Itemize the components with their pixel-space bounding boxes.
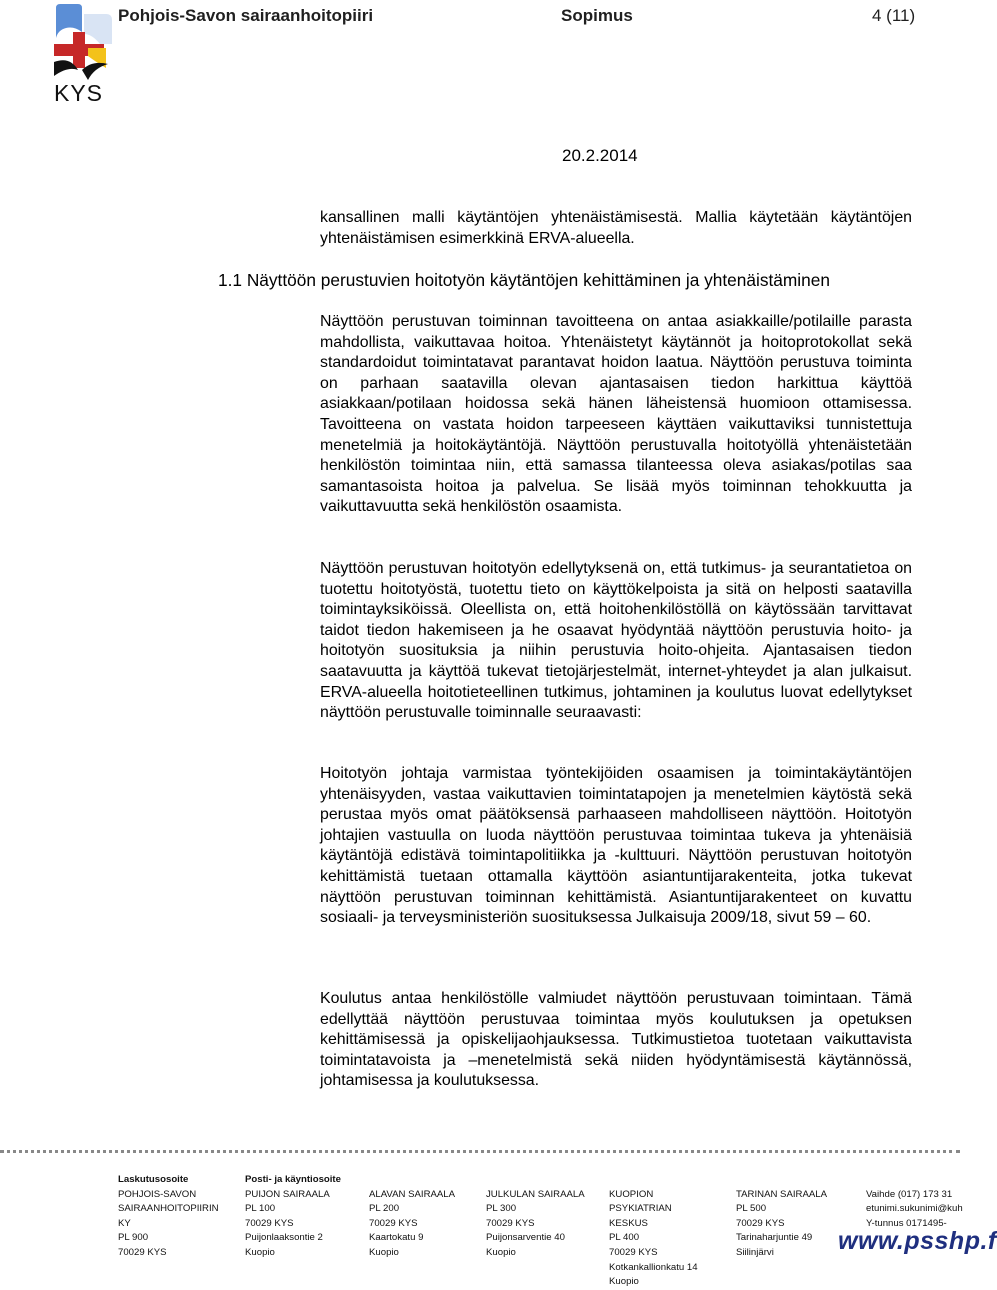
footer-line: 70029 KYS: [245, 1217, 294, 1229]
business-id: Y-tunnus 0171495-: [866, 1217, 947, 1229]
organization-name: Pohjois-Savon sairaanhoitopiiri: [118, 6, 374, 25]
footer-column-heading: [609, 1173, 698, 1188]
footer-line: Siilinjärvi: [736, 1246, 774, 1258]
footer-line: 70029 KYS: [118, 1246, 167, 1258]
footer-line: Kotkankallionkatu 14: [609, 1261, 698, 1273]
body-paragraph: Näyttöön perustuvan toiminnan tavoitteena on antaa asiakkaille/potilaille parasta mahdollista, vaikuttavaa hoitoa. Yhtenäistetyt käytännöt ja hoitoprotokollat sekä standardoidut toimintatavat parantavat hoidon laatua. Näyttöön perustuva toiminta on parhaan saatavilla olevan ajantasaisen tiedon harkittua käyttöä asiakkaan/potilaan hoidossa sekä hänen läheistensä huomioon ottamisessa. Tavoitteena on vastata hoidon tarpeeseen käyttäen vaikuttaviksi tunnistettuja menetelmiä ja hoitokäytäntöjä. Näyttöön perustuvalla hoitotyöllä yhtenäistetään henkilöstön toimintaa niin, että samassa tilanteessa oleva asiakas/potilas saa samantasoista hoitoa ja palvelua. Se lisää myös toiminnan tehokkuutta ja vaikuttavuutta sekä henkilöstön osaamista.: [320, 313, 912, 516]
footer-line: 70029 KYS: [369, 1217, 418, 1229]
footer-line: Kuopio: [245, 1246, 275, 1258]
page-number: 4 (11): [872, 6, 916, 25]
footer-line: KY: [118, 1217, 131, 1229]
footer-line: Kuopio: [486, 1246, 516, 1258]
footer-line: Puijonlaaksontie 2: [245, 1232, 323, 1244]
footer-column-puijo: [245, 1173, 341, 1261]
footer-line: PL 100: [245, 1203, 276, 1215]
intro-paragraph: kansallinen malli käytäntöjen yhtenäistämisestä. Mallia käytetään käytäntöjen yhtenäistämisen esimerkkinä ERVA-alueella.: [320, 209, 912, 247]
footer-column-heading: Laskutusosoite: [118, 1174, 189, 1185]
footer-line: JULKULAN SAIRAALA: [486, 1188, 585, 1200]
footer-line: PL 300: [486, 1203, 517, 1215]
footer-line: ALAVAN SAIRAALA: [369, 1188, 456, 1200]
section-heading: 1.1 Näyttöön perustuvien hoitotyön käytäntöjen kehittäminen ja yhtenäistäminen: [218, 270, 830, 290]
footer-line: Kuopio: [369, 1246, 399, 1258]
footer-line: PL 200: [369, 1203, 400, 1215]
footer-line: 70029 KYS: [486, 1217, 535, 1229]
footer-column-heading: [369, 1173, 455, 1188]
body-paragraph: Hoitotyön johtaja varmistaa työntekijöiden osaamisen ja toimintakäytäntöjen yhtenäisyyden, vastaa vaikuttavien toimintatapojen ja menetelmien käytöstä sekä perustaa myös omat päätöksensä parhaaseen mahdolliseen näyttöön. Hoitotyön johtajien vastuulla on luoda näyttöön perustuvaa toimintaa tukeva ja yhtenäisiä käytäntöjä edistävä toimintapolitiikka ja -kulttuuri. Näyttöön perustuvan hoitotyön kehittämistä tuetaan ottamalla käyttöön asiantuntijarakenteita, jotka tukevat näyttöön perustuvan toiminnan kehittämistä. Asiantuntijarakenteet on kuvattu sosiaali- ja terveysministeriön suosituksessa Julkaisuja 2009/18, sivut 59 – 60.: [320, 765, 912, 927]
email-address[interactable]: etunimi.sukunimi@kuh: [866, 1203, 963, 1215]
footer-line: Kaartokatu 9: [369, 1232, 424, 1244]
footer-line: KUOPION: [609, 1188, 654, 1200]
footer-line: TARINAN SAIRAALA: [736, 1188, 827, 1200]
footer-column-psychiatry: [609, 1173, 698, 1290]
footer-line: SAIRAANHOITOPIIRIN: [118, 1203, 219, 1215]
footer-column-heading: [736, 1173, 827, 1188]
logo-text: KYS: [54, 80, 104, 106]
document-date: 20.2.2014: [562, 146, 638, 165]
footer-line: 70029 KYS: [609, 1246, 658, 1258]
website-link[interactable]: www.psshp.f: [838, 1227, 997, 1255]
footer-line: PL 900: [118, 1232, 149, 1244]
footer-line: PL 400: [609, 1232, 640, 1244]
body-paragraph: Näyttöön perustuvan hoitotyön edellytyksenä on, että tutkimus- ja seurantatietoa on tuotettu hoitotyöstä, tuotettu tieto on käyttökelpoista ja sitä on helposti saatavilla toimintayksiköissä. Oleellista on, että hoitohenkilöstöllä on käytössään tarvittavat taidot tiedon hakemiseen ja he osaavat hyödyntää näyttöön perustuvia hoito- ja hoitotyön suosituksia ja niihin perustuvia hoito-ohjeita. Ajantasaisen tiedon saatavuutta ja käyttöä tukevat tietojärjestelmät, internet-yhteydet ja alan julkaisut. ERVA-alueella hoitotieteellinen tutkimus, johtaminen ja koulutus luovat edellytykset näyttöön perustuvalle toiminnalle seuraavasti:: [320, 560, 912, 722]
footer-line: 70029 KYS: [736, 1217, 785, 1229]
footer-line: PL 500: [736, 1203, 767, 1215]
body-paragraph: Koulutus antaa henkilöstölle valmiudet näyttöön perustuvaan toimintaan. Tämä edellyttää näyttöön perustuvaa toimintaa myös koulutuksen ja opetuksen kehittämisessä ja opiskelijaohjauksessa. Tutkimustietoa tuotetaan vaikuttavista toimintatavoista ja –menetelmistä sekä niiden hyödyntämisestä käytännössä, johtamisessa ja koulutuksessa.: [320, 990, 912, 1090]
footer-line: Tarinaharjuntie 49: [736, 1232, 813, 1244]
footer-column-julkula: [486, 1173, 585, 1261]
footer-column-billing: [118, 1173, 219, 1261]
footer-line: POHJOIS-SAVON: [118, 1188, 197, 1200]
phone-number: Vaihde (017) 173 31: [866, 1188, 953, 1200]
footer-column-heading: [486, 1173, 585, 1188]
footer-line: Kuopio: [609, 1276, 639, 1288]
footer-line: KESKUS: [609, 1217, 648, 1229]
footer-column-alava: [369, 1173, 455, 1261]
footer-divider: [0, 1150, 960, 1153]
footer-line: PSYKIATRIAN: [609, 1203, 672, 1215]
footer-line: Puijonsarventie 40: [486, 1232, 565, 1244]
footer-column-tarina: [736, 1173, 827, 1261]
footer-contact: [866, 1173, 963, 1231]
footer-line: PUIJON SAIRAALA: [245, 1188, 330, 1200]
document-title: Sopimus: [561, 6, 633, 25]
footer-column-heading: Posti- ja käyntiosoite: [245, 1174, 341, 1185]
